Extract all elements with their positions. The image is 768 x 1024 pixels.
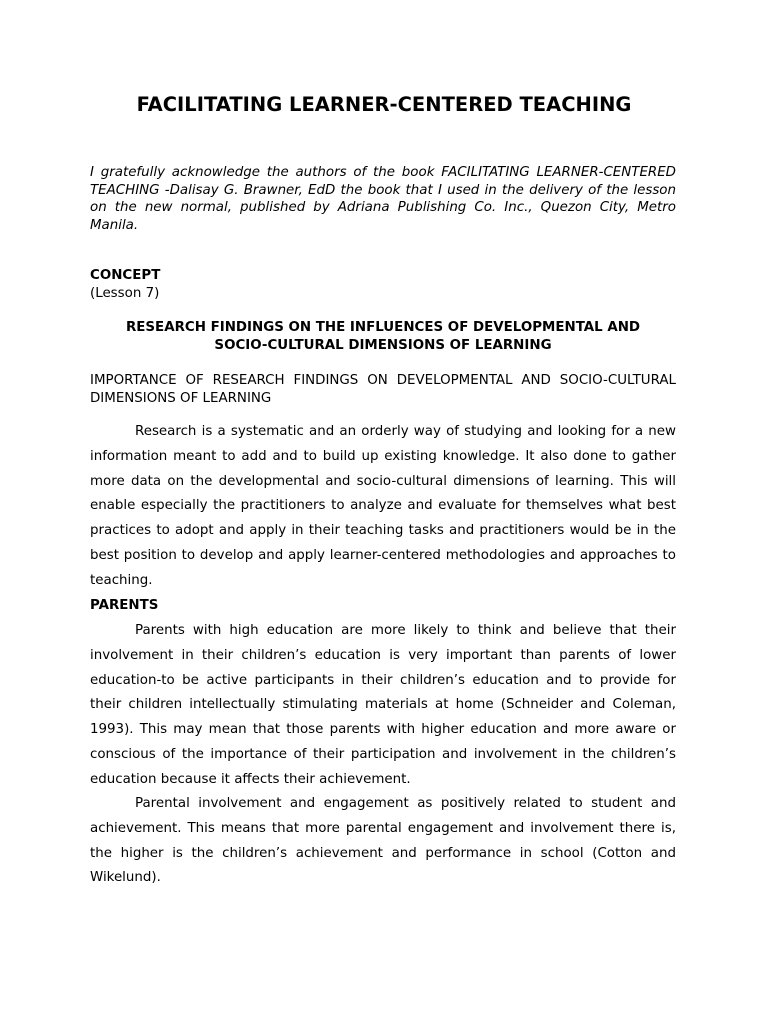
document-title: FACILITATING LEARNER-CENTERED TEACHING [136, 93, 632, 116]
subheading: IMPORTANCE OF RESEARCH FINDINGS ON DEVELOPMENTAL AND SOCIO-CULTURAL DIMENSIONS OF LEARNING [90, 373, 676, 406]
paragraph-parents-2: Parental involvement and engagement as positively related to student and achievement. This means that more parental engagement and involvement there is, the higher is the children’s achievement and performance in school (Cotton and Wikelund). [90, 796, 676, 886]
section-heading [90, 319, 676, 355]
parents-label: PARENTS [90, 598, 159, 613]
acknowledgement-paragraph: I gratefully acknowledge the authors of the book FACILITATING LEARNER-CENTERED TEACHING -Dalisay G. Brawner, EdD the book that I used in the delivery of the lesson on the new normal, published by Adriana Publishing Co. Inc., Quezon City, Metro Manila. [90, 165, 676, 233]
lesson-label: (Lesson 7) [90, 286, 160, 301]
concept-label: CONCEPT [90, 268, 161, 283]
paragraph-research: Research is a systematic and an orderly way of studying and looking for a new information meant to add and to build up existing knowledge. It also done to gather more data on the developmental and socio-cultural dimensions of learning. This will enable especially the practitioners to analyze and evaluate for themselves what best practices to adopt and apply in their teaching tasks and practitioners would be in the best position to develop and apply learner-centered methodologies and approaches to teaching. [90, 424, 676, 588]
section-heading-line-1: RESEARCH FINDINGS ON THE INFLUENCES OF DEVELOPMENTAL AND [125, 320, 641, 335]
section-heading-line-2: SOCIO-CULTURAL DIMENSIONS OF LEARNING [214, 338, 552, 353]
paragraph-parents-1: Parents with high education are more likely to think and believe that their involvement in their children’s education is very important than parents of lower education-to be active participants in their children’s education and to provide for their children intellectually stimulating materials at home (Schneider and Coleman, 1993). This may mean that those parents with higher education and more aware or conscious of the importance of their participation and involvement in the children’s education because it affects their achievement. [90, 623, 676, 787]
